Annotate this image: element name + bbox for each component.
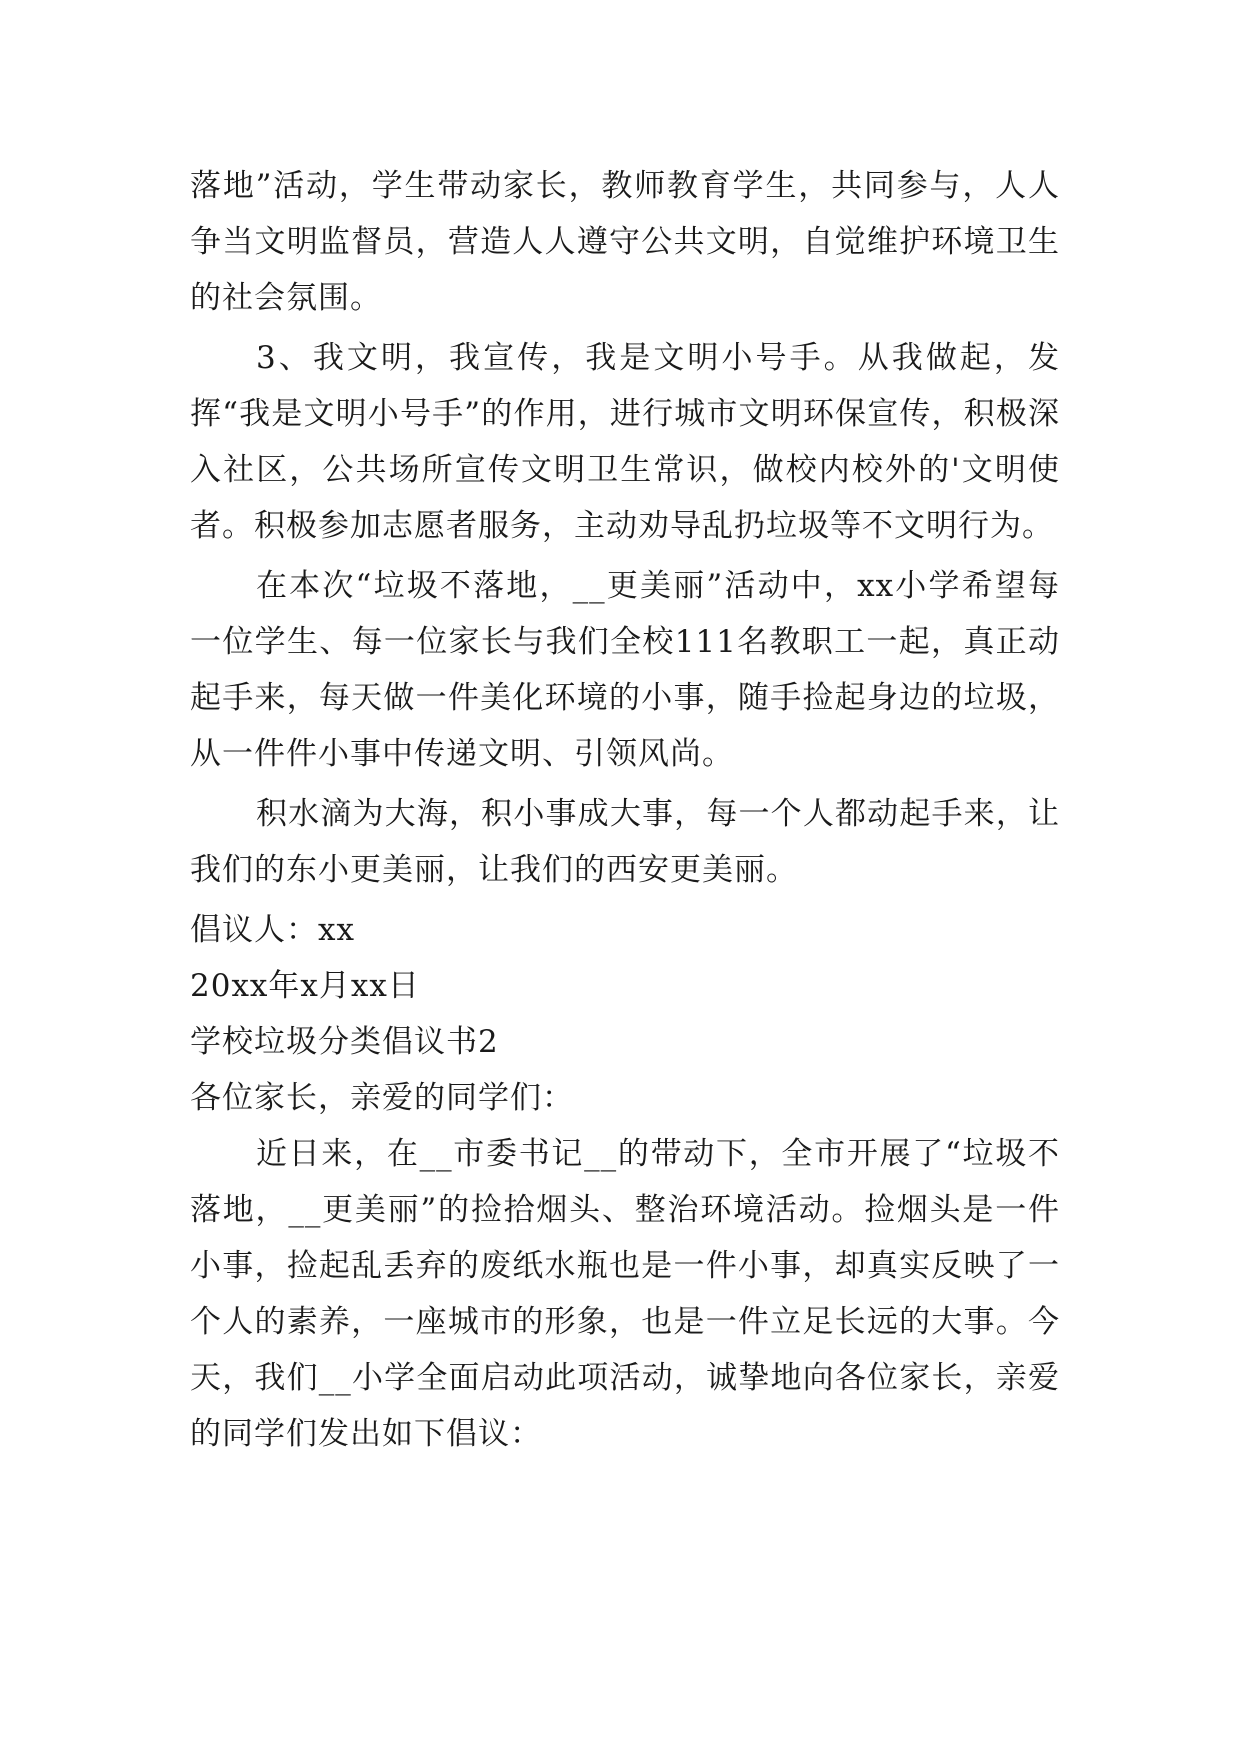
paragraph: 积水滴为大海，积小事成大事，每一个人都动起手来，让我们的东小更美丽，让我们的西安更美丽。 xyxy=(190,796,1060,888)
date-line: 20xx年x月xx日 xyxy=(190,968,420,1004)
section-title: 学校垃圾分类倡议书2 xyxy=(190,1024,499,1060)
paragraph: 3、我文明，我宣传，我是文明小号手。从我做起，发挥“我是文明小号手”的作用，进行城市文明环保宣传，积极深入社区，公共场所宣传文明卫生常识，做校内校外的'文明使者。积极参加志愿者服务，主动劝导乱扔垃圾等不文明行为。 xyxy=(190,340,1060,544)
paragraph: 落地”活动，学生带动家长，教师教育学生，共同参与，人人争当文明监督员，营造人人遵守公共文明，自觉维护环境卫生的社会氛围。 xyxy=(190,168,1060,316)
salutation: 各位家长，亲爱的同学们： xyxy=(190,1080,574,1116)
document-page xyxy=(190,158,1060,1466)
proposer-line: 倡议人：xx xyxy=(190,912,355,948)
paragraph: 在本次“垃圾不落地，__更美丽”活动中，xx小学希望每一位学生、每一位家长与我们全校111名教职工一起，真正动起手来，每天做一件美化环境的小事，随手捡起身边的垃圾，从一件件小事中传递文明、引领风尚。 xyxy=(190,568,1060,772)
paragraph: 近日来，在__市委书记__的带动下，全市开展了“垃圾不落地，__更美丽”的捡拾烟头、整治环境活动。捡烟头是一件小事，捡起乱丢弃的废纸水瓶也是一件小事，却真实反映了一个人的素养，一座城市的形象，也是一件立足长远的大事。今天，我们__小学全面启动此项活动，诚挚地向各位家长，亲爱的同学们发出如下倡议： xyxy=(190,1136,1060,1452)
